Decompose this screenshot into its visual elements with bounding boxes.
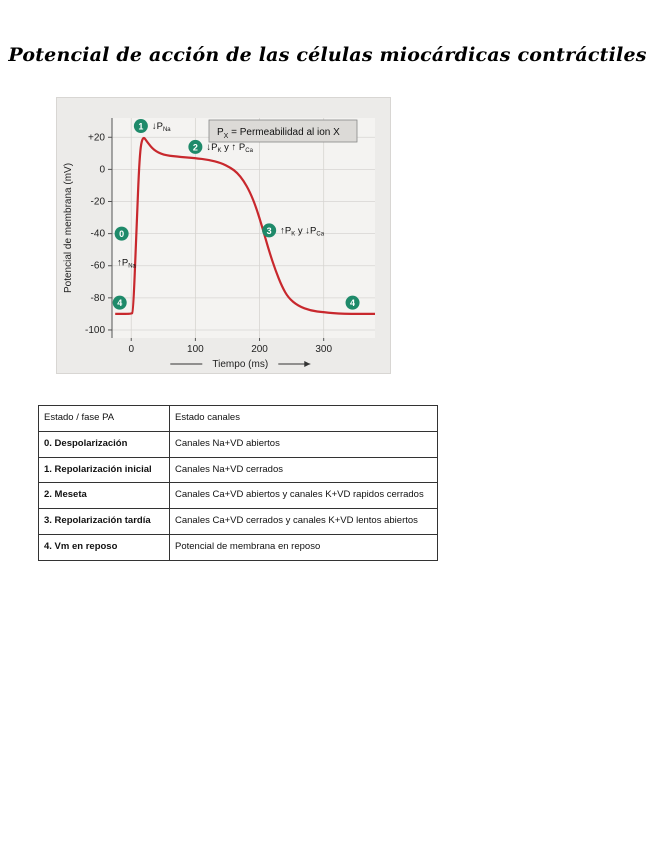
x-axis-label: Tiempo (ms)	[212, 359, 269, 370]
y-tick-label: -20	[90, 196, 105, 208]
permeability-annotation: $↓P_{Na}$	[151, 121, 171, 134]
channels-cell: Canales Ca+VD abiertos y canales K+VD rapidos cerrados	[170, 483, 438, 509]
phase-badge-number: 0	[119, 229, 125, 240]
y-tick-label: -100	[84, 324, 105, 336]
table-row	[39, 457, 438, 483]
x-tick-label: 100	[187, 344, 204, 355]
permeability-annotation: $↑P_{Na}$	[117, 257, 136, 270]
table-row	[39, 509, 438, 535]
channels-cell: Canales Na+VD abiertos	[170, 431, 438, 457]
permeability-annotation: $↓P_K$ y ↑ $P_{Ca}$	[206, 141, 253, 154]
channels-cell: Potencial de membrana en reposo	[170, 535, 438, 561]
table-header-cell: Estado / fase PA	[39, 406, 170, 432]
phase-cell: 0. Despolarización	[39, 431, 170, 457]
permeability-annotation: $↑P_K$ y $↓P_{Ca}$	[280, 225, 325, 238]
y-tick-label: -80	[90, 292, 105, 304]
phase-cell: 1. Repolarización inicial	[39, 457, 170, 483]
table-row	[39, 535, 438, 561]
phase-cell: 2. Meseta	[39, 483, 170, 509]
phase-badge-number: 4	[117, 298, 123, 309]
phase-badge-number: 2	[192, 142, 198, 153]
table-header-row	[39, 406, 438, 432]
y-axis-label: Potencial de membrana (mV)	[63, 162, 74, 294]
page-title: Potencial de acción de las células miocárdicas contráctiles	[8, 44, 647, 66]
phase-badge-number: 1	[138, 121, 144, 132]
phase-cell: 4. Vm en reposo	[39, 535, 170, 561]
y-tick-label: -60	[90, 260, 105, 272]
phase-badge-number: 4	[350, 298, 356, 309]
phase-table	[38, 405, 438, 561]
table-header-cell: Estado canales	[170, 406, 438, 432]
table-row	[39, 483, 438, 509]
phase-badge-number: 3	[266, 225, 272, 236]
y-tick-label: -40	[90, 228, 105, 240]
y-tick-label: +20	[88, 132, 105, 144]
x-tick-label: 0	[128, 344, 135, 355]
action-potential-chart	[57, 98, 390, 373]
action-potential-figure	[56, 97, 391, 374]
table-row	[39, 431, 438, 457]
x-axis-label-arrow	[304, 361, 310, 367]
x-tick-label: 300	[315, 344, 333, 355]
x-tick-label: 200	[251, 344, 268, 355]
channels-cell: Canales Ca+VD cerrados y canales K+VD lentos abiertos	[170, 509, 438, 535]
legend-text: $P_X$ = Permeabilidad al ion X	[217, 127, 340, 140]
y-tick-label: 0	[99, 164, 105, 176]
phase-cell: 3. Repolarización tardía	[39, 509, 170, 535]
channels-cell: Canales Na+VD cerrados	[170, 457, 438, 483]
